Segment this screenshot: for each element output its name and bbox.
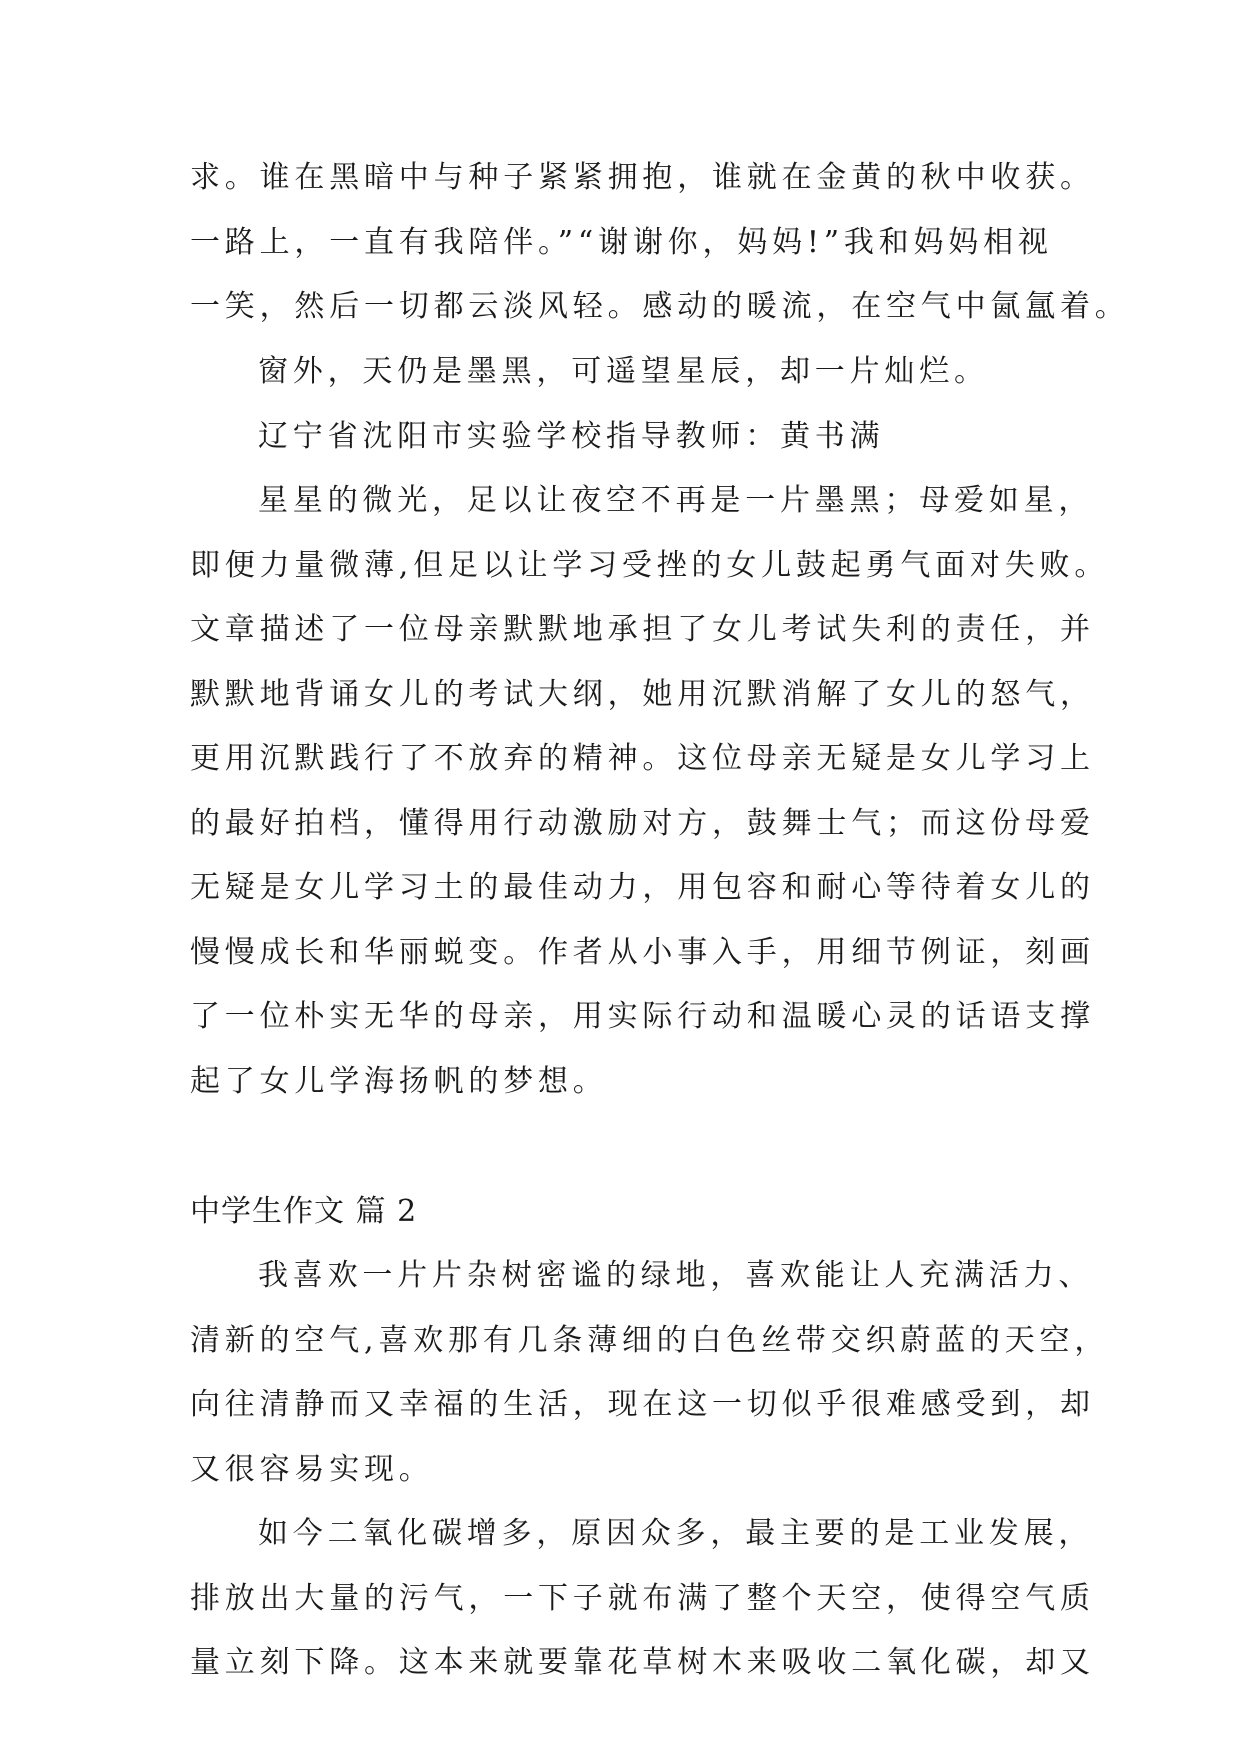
section-heading: 中学生作文 篇 2 <box>190 1194 418 1229</box>
article2-p2-line-1: 如今二氧化碳增多，原因众多，最主要的是工业发展， <box>258 1516 1094 1551</box>
commentary-line-2: 即便力量微薄,但足以让学习受挫的女儿鼓起勇气面对失败。 <box>190 548 1110 583</box>
commentary-line-1: 星星的微光，足以让夜空不再是一片墨黑；母爱如星， <box>258 483 1094 518</box>
article2-p1-line-3: 向往清静而又幸福的生活，现在这一切似乎很难感受到，却 <box>190 1387 1095 1422</box>
commentary-line-9: 了一位朴实无华的母亲，用实际行动和温暖心灵的话语支撑 <box>190 999 1095 1034</box>
commentary-line-7: 无疑是女儿学习土的最佳动力，用包容和耐心等待着女儿的 <box>190 870 1095 905</box>
article1-closing-line-3: 一笑，然后一切都云淡风轻。感动的暖流，在空气中氤氲着。 <box>190 289 1130 324</box>
article1-final-paragraph: 窗外，天仍是墨黑，可遥望星辰，却一片灿烂。 <box>258 354 989 389</box>
article1-closing-line-1: 求。谁在黑暗中与种子紧紧拥抱，谁就在金黄的秋中收获。 <box>190 160 1095 195</box>
commentary-line-8: 慢慢成长和华丽蜕变。作者从小事入手，用细节例证，刻画 <box>190 935 1095 970</box>
commentary-line-5: 更用沉默践行了不放弃的精神。这位母亲无疑是女儿学习上 <box>190 741 1095 776</box>
commentary-line-10: 起了女儿学海扬帆的梦想。 <box>190 1064 608 1099</box>
school-teacher-credit: 辽宁省沈阳市实验学校指导教师：黄书满 <box>258 419 885 454</box>
article2-p2-line-3: 量立刻下降。这本来就要靠花草树木来吸收二氧化碳，却又 <box>190 1645 1095 1680</box>
article1-closing-line-2: 一路上，一直有我陪伴。”“谢谢你，妈妈!”我和妈妈相视 <box>190 225 1053 260</box>
article2-p1-line-4: 又很容易实现。 <box>190 1452 434 1487</box>
commentary-line-3: 文章描述了一位母亲默默地承担了女儿考试失利的责任，并 <box>190 612 1095 647</box>
commentary-line-4: 默默地背诵女儿的考试大纲，她用沉默消解了女儿的怒气， <box>190 677 1095 712</box>
article2-p1-line-2: 清新的空气,喜欢那有几条薄细的白色丝带交织蔚蓝的天空， <box>190 1323 1110 1358</box>
article2-p1-line-1: 我喜欢一片片杂树密谧的绿地，喜欢能让人充满活力、 <box>258 1258 1094 1293</box>
article2-p2-line-2: 排放出大量的污气，一下子就布满了整个天空，使得空气质 <box>190 1581 1095 1616</box>
commentary-line-6: 的最好拍档，懂得用行动激励对方，鼓舞士气；而这份母爱 <box>190 806 1095 841</box>
